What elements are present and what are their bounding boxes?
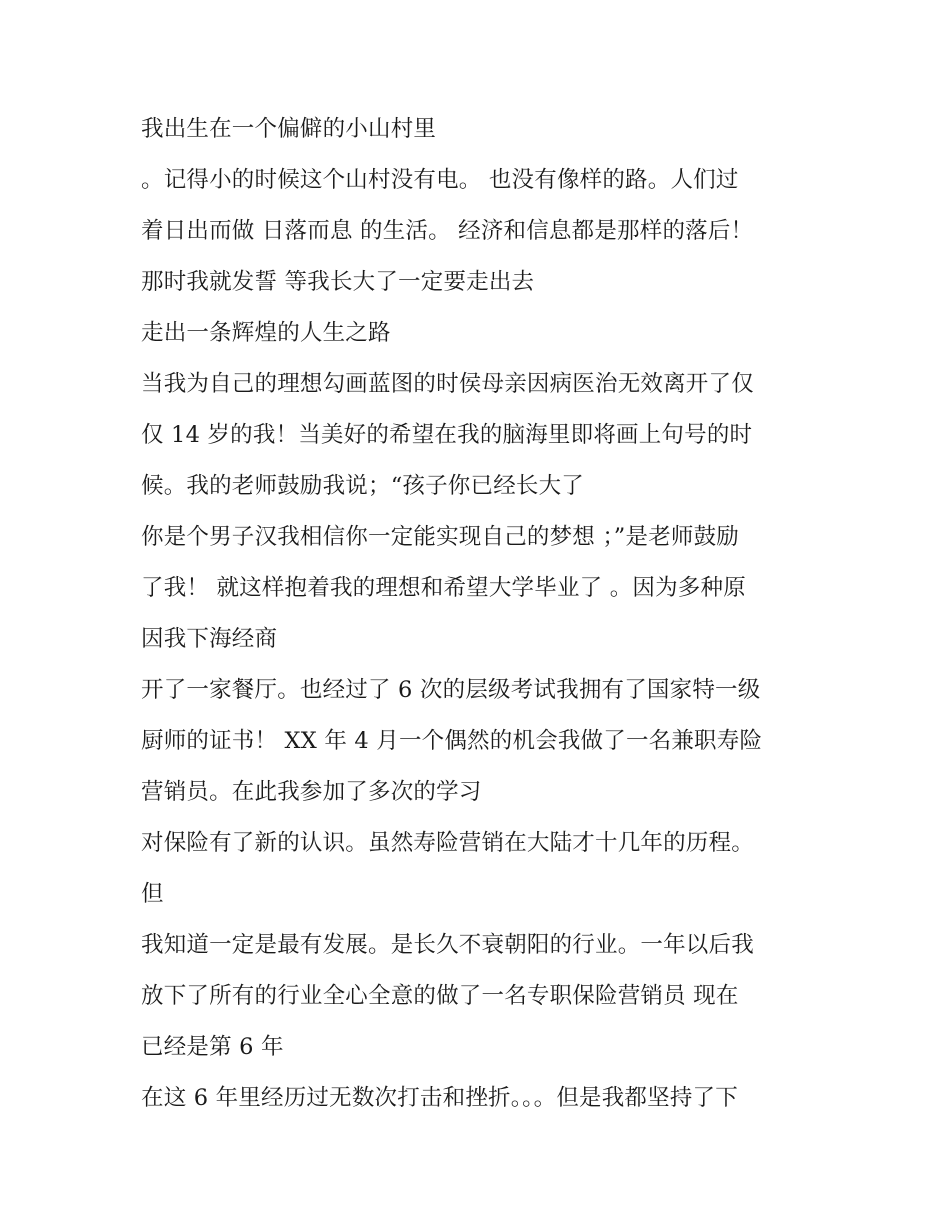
text-line: 我出生在一个偏僻的小山村里	[141, 116, 437, 142]
text-line: 你是个男子汉我相信你一定能实现自己的梦想 ；”是老师鼓励	[141, 524, 740, 550]
text-line: 我知道一定是最有发展。是长久不衰朝阳的行业。一年以后我	[141, 932, 754, 958]
text-line: 因我下海经商	[141, 626, 278, 652]
text-line: 那时我就发誓 等我长大了一定要走出去	[141, 269, 535, 295]
text-line: 开了一家餐厅。也经过了 6 次的层级考试我拥有了国家特一级	[141, 677, 761, 703]
text-line: 着日出而做 日落而息 的生活。 经济和信息都是那样的落后！	[141, 218, 754, 244]
text-line: 厨师的证书！ XX 年 4 月一个偶然的机会我做了一名兼职寿险	[141, 728, 763, 754]
text-line: 当我为自己的理想勾画蓝图的时侯母亲因病医治无效离开了仅	[141, 371, 754, 397]
text-line: 在这 6 年里经历过无数次打击和挫折。。。但是我都坚持了下	[141, 1085, 738, 1111]
text-line: 但	[141, 881, 164, 907]
text-line: 走出一条辉煌的人生之路	[141, 320, 391, 346]
text-line: 已经是第 6 年	[141, 1034, 284, 1060]
text-line: 仅 14 岁的我！当美好的希望在我的脑海里即将画上句号的时	[141, 422, 753, 448]
text-line: 了我！ 就这样抱着我的理想和希望大学毕业了 。因为多种原	[141, 575, 746, 601]
text-line: 营销员。在此我参加了多次的学习	[141, 779, 482, 805]
text-line: 候。我的老师鼓励我说；“孩子你已经长大了	[141, 473, 585, 499]
text-line: 放下了所有的行业全心全意的做了一名专职保险营销员 现在	[141, 983, 739, 1009]
document-body	[141, 109, 821, 1129]
text-line: 。记得小的时候这个山村没有电。 也没有像样的路。人们过	[141, 167, 739, 193]
text-line: 对保险有了新的认识。虽然寿险营销在大陆才十几年的历程。	[141, 830, 754, 856]
